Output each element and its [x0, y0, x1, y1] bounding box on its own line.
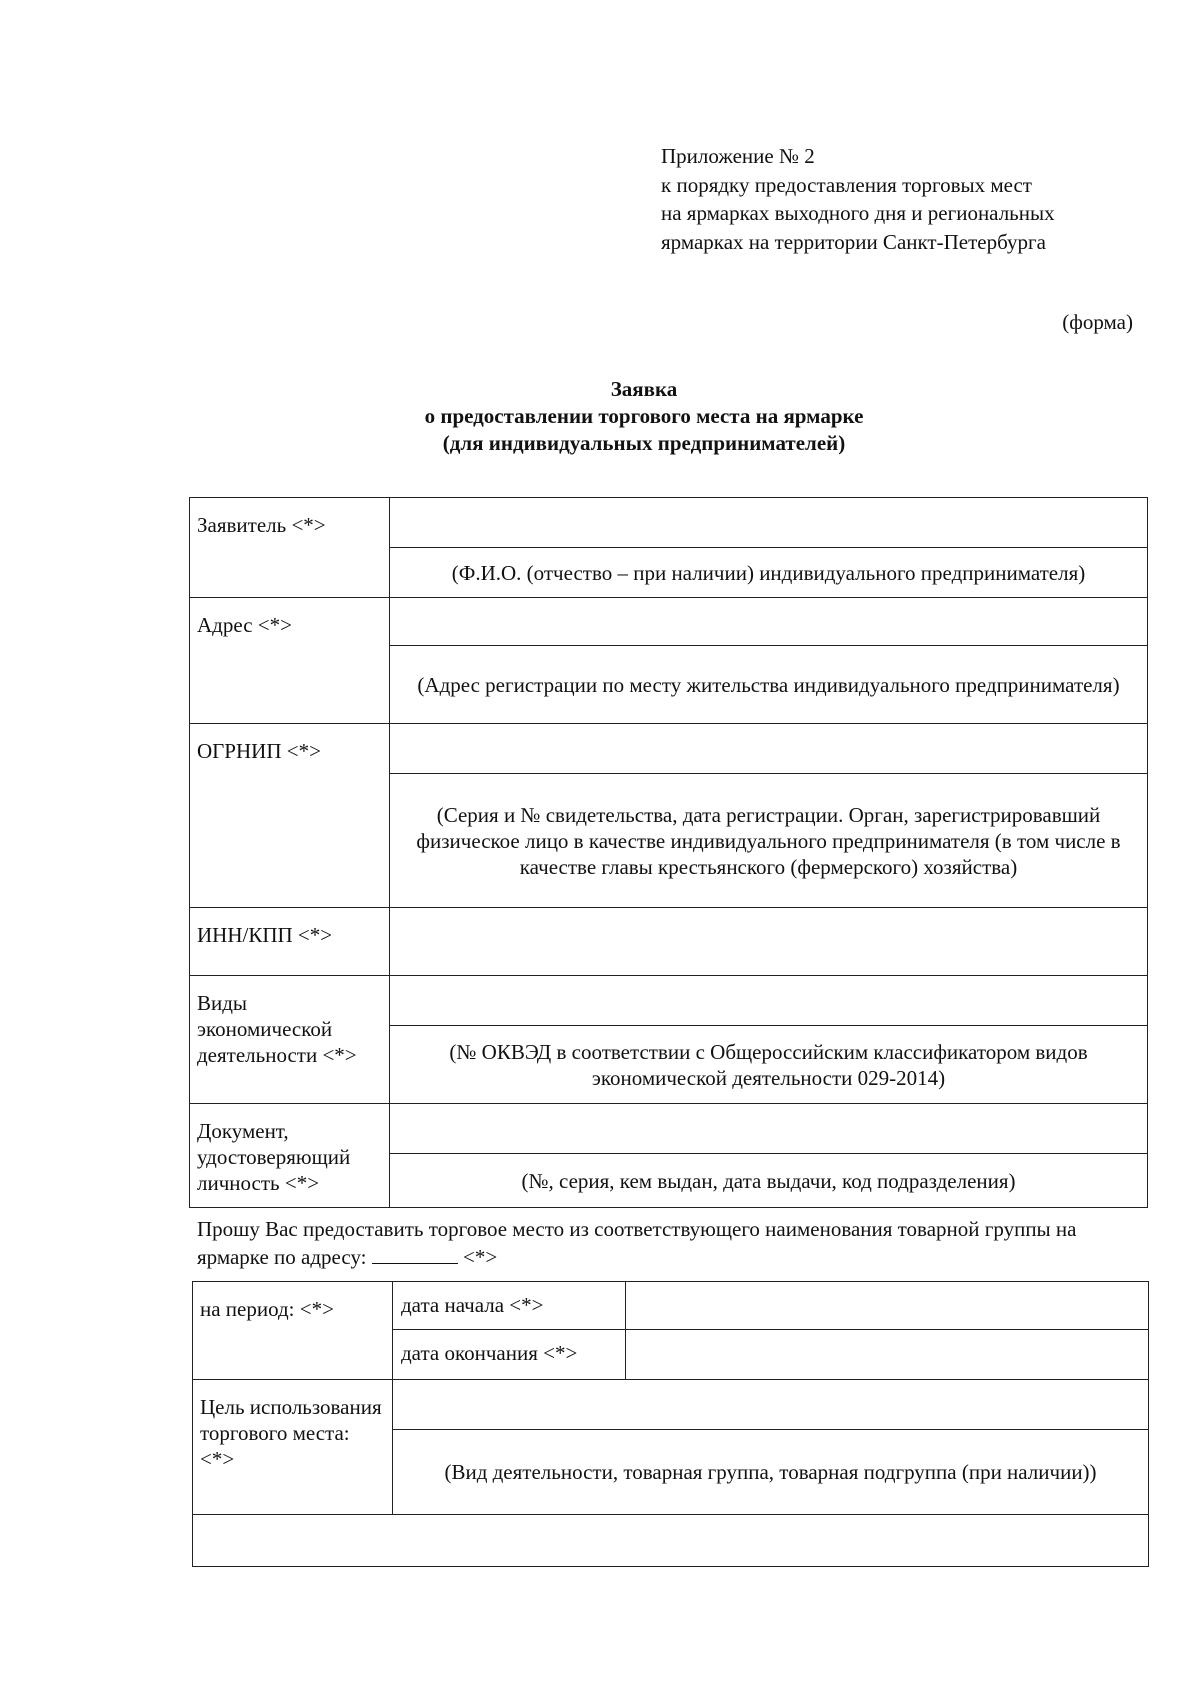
title-line-2: о предоставлении торгового места на ярмарке	[424, 404, 864, 428]
address-label: Адрес <*>	[190, 598, 390, 724]
form-label: (форма)	[1062, 310, 1133, 334]
applicant-name-field[interactable]	[390, 498, 1148, 548]
fair-address-blank[interactable]	[372, 1245, 458, 1264]
annex-line-3: на ярмарках выходного дня и региональных	[661, 201, 1055, 225]
inn-kpp-field[interactable]	[390, 908, 1148, 976]
okved-field[interactable]	[390, 976, 1148, 1026]
period-purpose-table	[192, 1281, 1149, 1567]
annex-number: Приложение № 2	[661, 144, 815, 168]
applicant-table	[189, 497, 1148, 1208]
end-date-label: дата окончания <*>	[393, 1330, 626, 1380]
request-text: Прошу Вас предоставить торговое место из соответствующего наименования товарной группы на ярмарке по адресу:	[197, 1217, 1077, 1269]
ogrnip-field[interactable]	[390, 724, 1148, 774]
address-hint: (Адрес регистрации по месту жительства индивидуального предпринимателя)	[390, 646, 1148, 724]
extra-row-field[interactable]	[193, 1515, 1149, 1567]
end-date-field[interactable]	[626, 1330, 1149, 1380]
title-line-1: Заявка	[610, 377, 678, 401]
ogrnip-hint: (Серия и № свидетельства, дата регистрации. Орган, зарегистрировавший физическое лицо в качестве индивидуального предпринимателя (в том числе в качестве главы крестьянского (фермерского) хозяйства)	[390, 774, 1148, 908]
annex-header	[661, 142, 1161, 256]
address-field[interactable]	[390, 598, 1148, 646]
request-paragraph	[197, 1215, 1137, 1271]
period-label: на период: <*>	[193, 1282, 393, 1380]
ogrnip-label: ОГРНИП <*>	[190, 724, 390, 908]
purpose-field[interactable]	[393, 1380, 1149, 1430]
document-title	[0, 376, 1200, 457]
annex-line-4: ярмарках на территории Санкт-Петербурга	[661, 229, 1046, 254]
id-document-hint: (№, серия, кем выдан, дата выдачи, код подразделения)	[390, 1154, 1148, 1208]
id-document-field[interactable]	[390, 1104, 1148, 1154]
purpose-label: Цель использования торгового места: <*>	[193, 1380, 393, 1515]
applicant-name-hint: (Ф.И.О. (отчество – при наличии) индивидуального предпринимателя)	[390, 548, 1148, 598]
annex-line-2: к порядку предоставления торговых мест	[661, 172, 1032, 197]
request-suffix: <*>	[463, 1245, 498, 1269]
start-date-field[interactable]	[626, 1282, 1149, 1330]
purpose-hint: (Вид деятельности, товарная группа, товарная подгруппа (при наличии))	[393, 1430, 1149, 1515]
start-date-label: дата начала <*>	[393, 1282, 626, 1330]
inn-kpp-label: ИНН/КПП <*>	[190, 908, 390, 976]
okved-hint: (№ ОКВЭД в соответствии с Общероссийским классификатором видов экономической деятельности 029-2014)	[390, 1026, 1148, 1104]
id-document-label: Документ, удостоверяющий личность <*>	[190, 1104, 390, 1208]
okved-label: Виды экономической деятельности <*>	[190, 976, 390, 1104]
title-line-3: (для индивидуальных предпринимателей)	[442, 431, 846, 455]
applicant-label: Заявитель <*>	[190, 498, 390, 598]
